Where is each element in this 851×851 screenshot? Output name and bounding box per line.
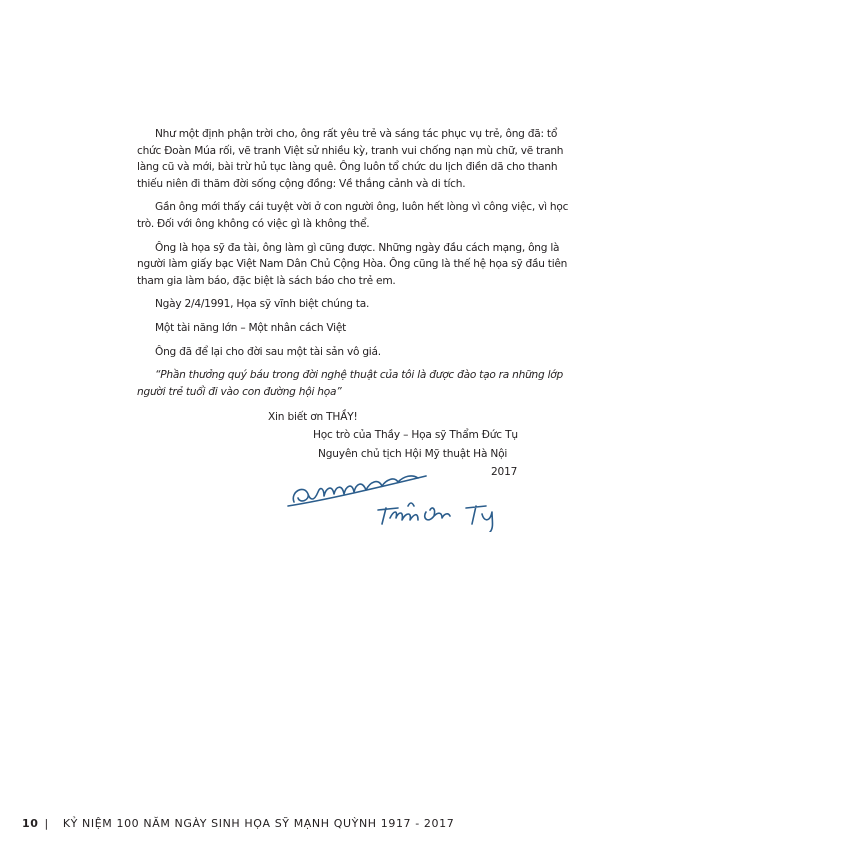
memoir-text bbox=[137, 126, 577, 407]
page-number: 10 bbox=[22, 817, 39, 830]
page-footer bbox=[22, 817, 454, 830]
footer-separator: | bbox=[44, 817, 49, 830]
quote: “Phần thưởng quý báu trong đời nghệ thuật của tôi là được đào tạo ra những lớp người trẻ tuổi đi vào con đường hội họa” bbox=[137, 369, 563, 398]
paragraph: Ông đã để lại cho đời sau một tài sản vô giá. bbox=[155, 345, 381, 358]
paragraph: Gần ông mới thấy cái tuyệt vời ở con người ông, luôn hết lòng vì công việc, vì học trò. Đối với ông không có việc gì là không thể. bbox=[137, 201, 569, 230]
paragraph: Như một định phận trời cho, ông rất yêu trẻ và sáng tác phục vụ trẻ, ông đã: tổ chức Đoàn Múa rối, vẽ tranh Việt sử nhiều kỳ, tranh vui chống nạn mù chữ, vẽ tranh làng cũ và mới, bài trừ hủ tục làng quê. Ông luôn tổ chức du lịch điền dã cho thanh thiếu niên đi thăm đời sống cộng đồng: Về thắng cảnh và di tích. bbox=[137, 128, 564, 190]
year: 2017 bbox=[491, 466, 518, 478]
thanks-line: Xin biết ơn THẦY! bbox=[268, 411, 358, 423]
student-line: Học trò của Thầy – Họa sỹ Thẩm Đức Tụ bbox=[313, 429, 518, 441]
paragraph: Ngày 2/4/1991, Họa sỹ vĩnh biệt chúng ta. bbox=[155, 298, 370, 311]
running-title: KỶ NIỆM 100 NĂM NGÀY SINH HỌA SỸ MẠNH QUỲNH 1917 - 2017 bbox=[62, 817, 455, 830]
paragraph: Một tài năng lớn – Một nhân cách Việt bbox=[155, 321, 347, 334]
paragraph: Ông là họa sỹ đa tài, ông làm gì cũng được. Những ngày đầu cách mạng, ông là người làm giấy bạc Việt Nam Dân Chủ Cộng Hòa. Ông cũng là thế hệ họa sỹ đầu tiên tham gia làm báo, đặc biệt là sách báo cho trẻ em. bbox=[137, 241, 568, 287]
handwritten-signature bbox=[286, 462, 536, 532]
title-line: Nguyên chủ tịch Hội Mỹ thuật Hà Nội bbox=[318, 448, 508, 460]
